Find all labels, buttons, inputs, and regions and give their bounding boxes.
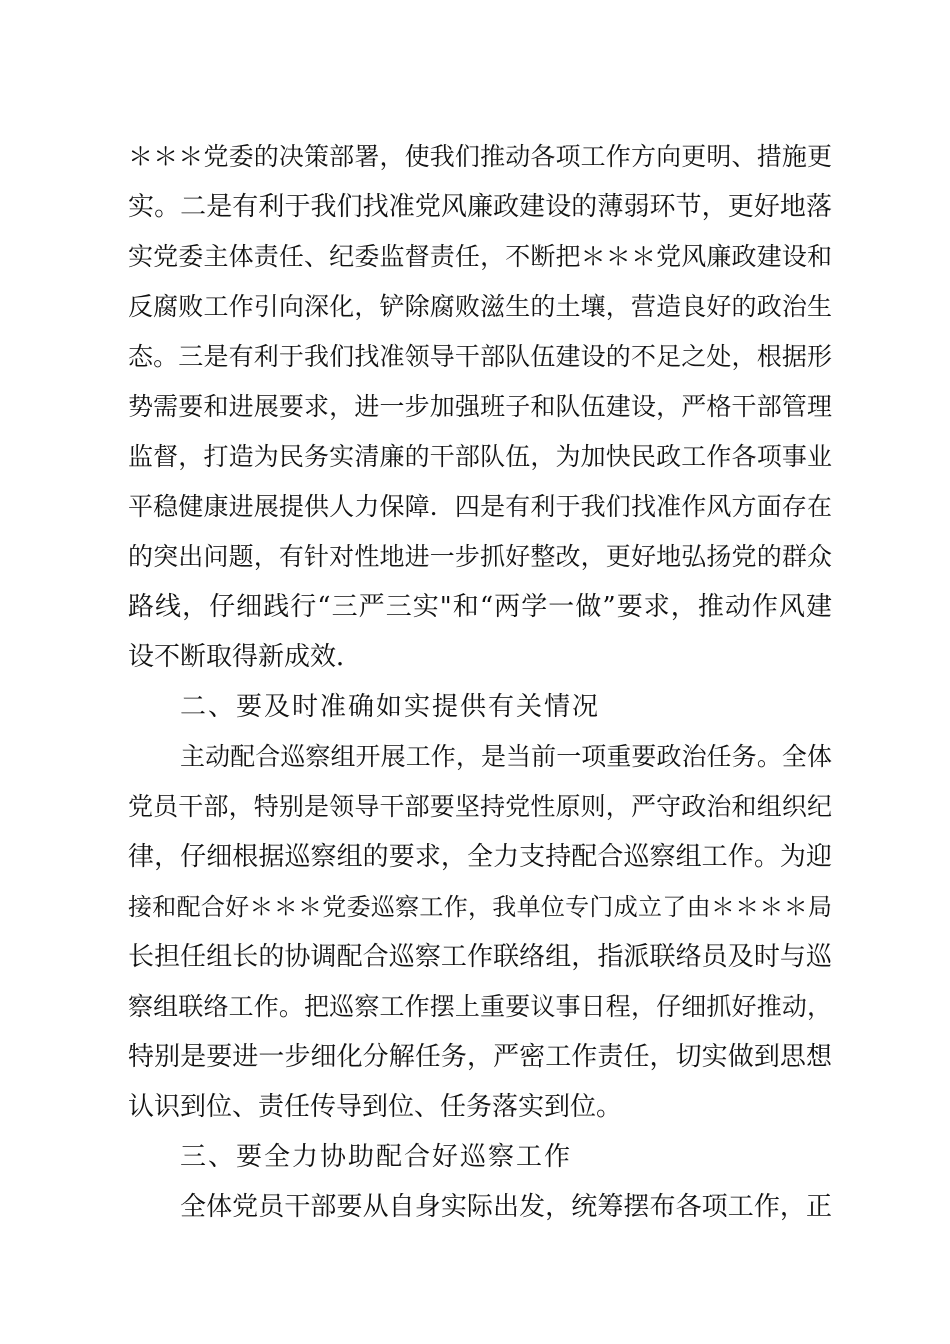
paragraph1-line-4: 反腐败工作引向深化，铲除腐败滋生的土壤，营造良好的政治生	[128, 292, 832, 321]
paragraph1-line-10: 路线，仔细践行“三严三实"和“两学一做”要求，推动作风建	[128, 592, 832, 622]
paragraph1-line-9: 的突出问题，有针对性地进一步抓好整改，更好地弘扬党的群众	[128, 542, 832, 571]
paragraph1-line-3: 实党委主体责任、纪委监督责任，不断把＊＊＊党风廉政建设和	[128, 242, 832, 271]
paragraph2-line-3: 律，仔细根据巡察组的要求，全力支持配合巡察组工作。为迎	[128, 842, 832, 872]
paragraph1-line-5: 态。三是有利于我们找准领导干部队伍建设的不足之处，根据形	[128, 342, 832, 371]
section-heading-2: 二、要及时准确如实提供有关情况	[180, 692, 601, 722]
paragraph2-line-4: 接和配合好＊＊＊党委巡察工作，我单位专门成立了由＊＊＊＊局	[128, 893, 832, 921]
section-heading-3: 三、要全力协助配合好巡察工作	[180, 1142, 573, 1172]
paragraph2-line-2: 党员干部，特别是领导干部要坚持党性原则，严守政治和组织纪	[128, 792, 832, 821]
paragraph1-line-1: ＊＊＊党委的决策部署，使我们推动各项工作方向更明、措施更	[128, 142, 832, 171]
paragraph1-line-6: 势需要和进展要求，进一步加强班子和队伍建设，严格干部管理	[128, 392, 832, 421]
paragraph2-line-6: 察组联络工作。把巡察工作摆上重要议事日程，仔细抓好推动，	[128, 992, 832, 1021]
paragraph1-line-2: 实。二是有利于我们找准党风廉政建设的薄弱环节，更好地落	[128, 192, 832, 222]
paragraph2-line-1: 主动配合巡察组开展工作，是当前一项重要政治任务。全体	[180, 742, 832, 771]
paragraph3-line-1: 全体党员干部要从自身实际出发，统筹摆布各项工作，正	[180, 1192, 832, 1222]
paragraph1-line-7: 监督，打造为民务实清廉的干部队伍，为加快民政工作各项事业	[128, 442, 832, 471]
paragraph2-line-7: 特别是要进一步细化分解任务，严密工作责任，切实做到思想	[128, 1042, 832, 1072]
paragraph2-line-5: 长担任组长的协调配合巡察工作联络组，指派联络员及时与巡	[128, 942, 832, 972]
paragraph1-line-11: 设不断取得新成效．	[128, 642, 363, 672]
paragraph1-line-8: 平稳健康进展提供人力保障．四是有利于我们找准作风方面存在	[128, 492, 832, 521]
paragraph2-line-8: 认识到位、责任传导到位、任务落实到位。	[128, 1092, 623, 1122]
